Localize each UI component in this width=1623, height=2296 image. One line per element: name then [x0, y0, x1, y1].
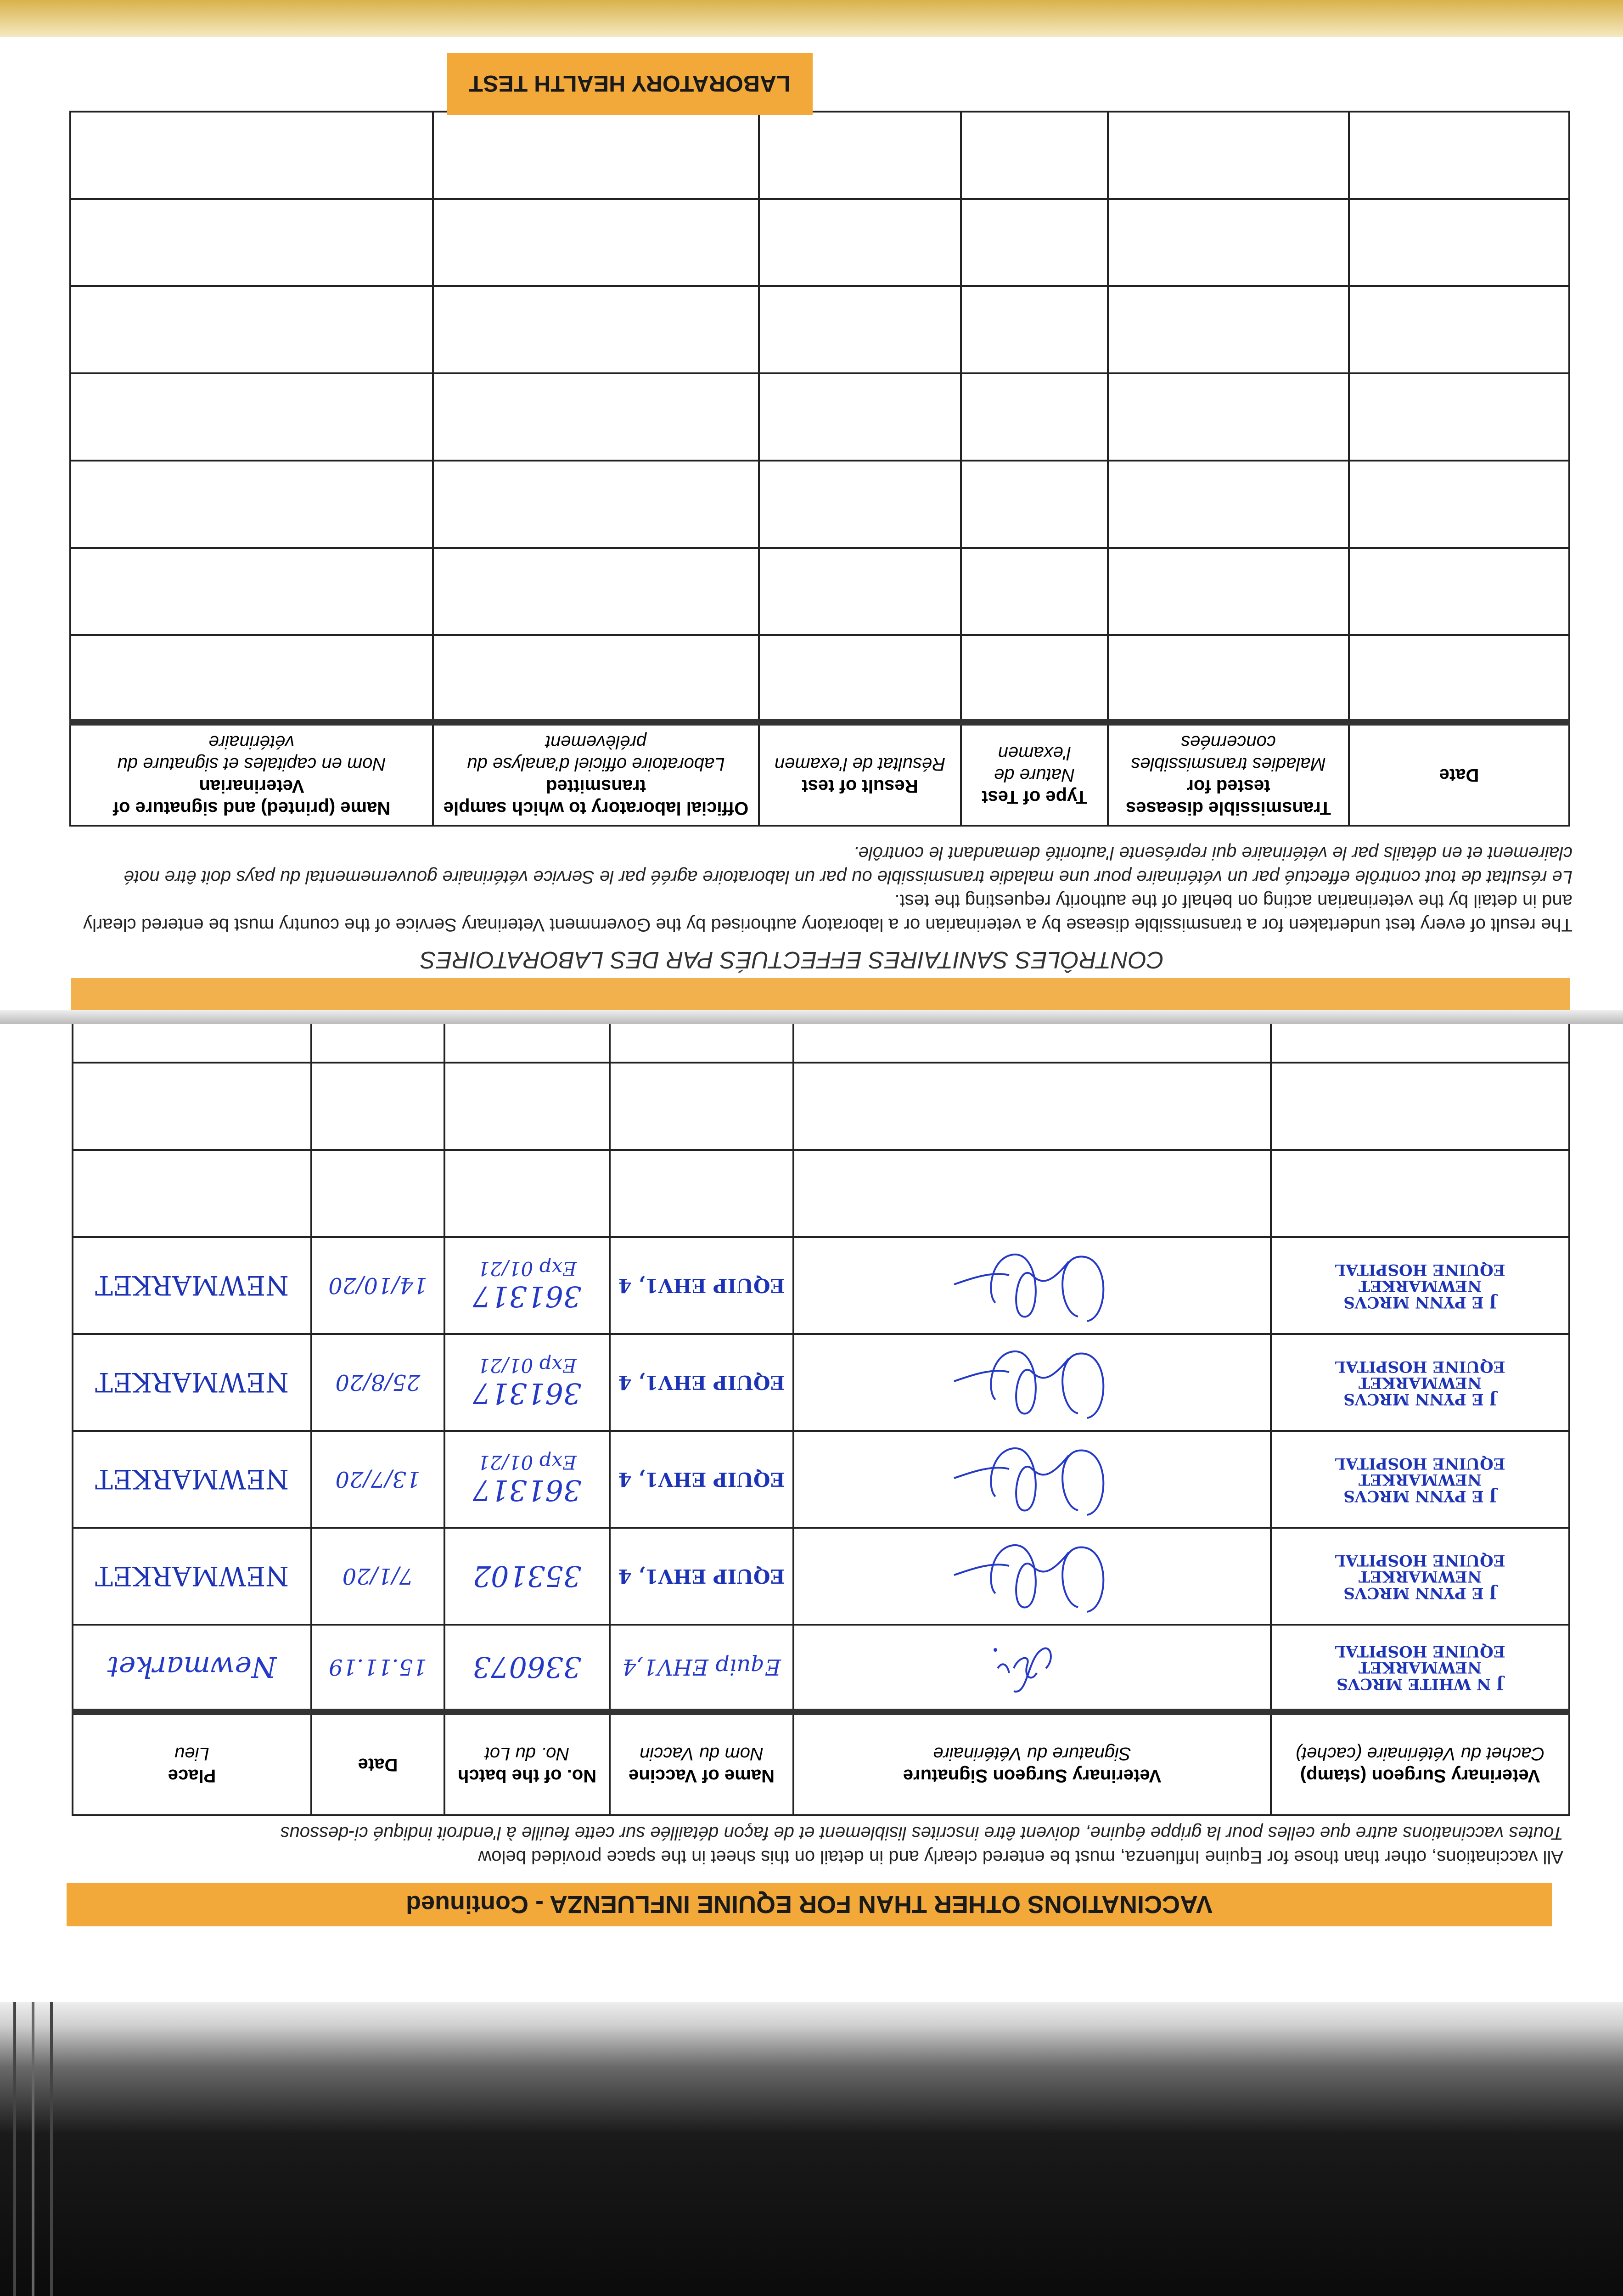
- empty-row: [70, 112, 1569, 199]
- column-label-en: Date: [1439, 765, 1479, 785]
- batch-expiry: Exp 01/21: [477, 1354, 577, 1377]
- stamp-line: NEWMARKET: [1358, 1470, 1482, 1489]
- empty-cell[interactable]: [1349, 548, 1569, 635]
- instructions-en: The result of every test undertaken for a transmissible disease by a veterinarian or a laboratory authorised by the Government Veterinary Service of the country must be entered clearly and in detail by the veterinarian acting on behalf of the authority requesting the test.: [83, 891, 1572, 935]
- vet-stamp: [1271, 1528, 1569, 1625]
- column-label-en: Date: [358, 1755, 398, 1775]
- empty-cell[interactable]: [1271, 1150, 1569, 1237]
- stamp-line: NEWMARKET: [1358, 1373, 1482, 1392]
- column-label-en: Name (printed) and signature of Veterinarian: [112, 776, 391, 818]
- empty-cell[interactable]: [1349, 461, 1569, 548]
- column-label-en: Result of test: [802, 776, 918, 796]
- vet-stamp: [1271, 1625, 1569, 1712]
- column-header: [444, 1712, 610, 1815]
- empty-cell[interactable]: [961, 373, 1108, 461]
- column-header: [73, 1712, 311, 1815]
- column-header: [433, 722, 759, 826]
- empty-row: [70, 461, 1569, 548]
- empty-cell[interactable]: [793, 1150, 1271, 1237]
- instructions-fr: Le résultat de tout contrôle effectué par un vétérinaire pour une maladie transmissible ou par un laboratoire agréé par le Service vétérinaire gouvernemental du pays doit être noté clairement et en détails par le vétérinaire qui représente l'autorité demandant le contrôle.: [124, 843, 1572, 887]
- signature-image: [936, 1435, 1129, 1443]
- booklet-edge: [0, 0, 1623, 37]
- vaccination-date: 15.11.19: [311, 1625, 444, 1712]
- vaccine-name: EQUIP EHV1, 4: [610, 1237, 793, 1334]
- vet-signature: [793, 1334, 1271, 1431]
- empty-row: [70, 635, 1569, 722]
- column-label-en: No. of the batch: [457, 1766, 597, 1786]
- empty-cell[interactable]: [1271, 1063, 1569, 1150]
- column-label-en: Type of Test: [982, 787, 1087, 807]
- empty-cell[interactable]: [1108, 112, 1349, 199]
- empty-row: [70, 199, 1569, 286]
- vaccine-name: EQUIP EHV1, 4: [610, 1528, 793, 1625]
- vaccination-place: Newmarket: [73, 1625, 311, 1712]
- empty-cell[interactable]: [759, 199, 961, 286]
- empty-cell[interactable]: [433, 461, 759, 548]
- stamp-line: EQUINE HOSPITAL: [1335, 1357, 1505, 1376]
- stamp-line: NEWMARKET: [1358, 1277, 1482, 1295]
- empty-cell[interactable]: [759, 635, 961, 722]
- empty-cell[interactable]: [610, 1063, 793, 1150]
- empty-cell[interactable]: [759, 112, 961, 199]
- column-label-fr: No. du Lot: [484, 1744, 570, 1764]
- empty-cell[interactable]: [1108, 548, 1349, 635]
- instructions-fr: Toutes vaccinations autre que celles pour la grippe équine, doivent être inscrites lisiblement et de façon détaillée sur cette feuille à l'endroit indiqué ci-dessous: [280, 1823, 1563, 1843]
- empty-cell[interactable]: [961, 112, 1108, 199]
- column-label-fr: Maladies transmissibles concernées: [1131, 732, 1326, 774]
- vaccination-row: [73, 1237, 1569, 1334]
- lab-instructions: [67, 841, 1572, 937]
- vet-signature: [793, 1528, 1271, 1625]
- vaccinations-page: [0, 1024, 1623, 2002]
- stamp-line: NEWMARKET: [1358, 1658, 1482, 1677]
- vaccination-date: 14/10/20: [311, 1237, 444, 1334]
- vaccine-name: EQUIP EHV1, 4: [610, 1431, 793, 1528]
- empty-cell[interactable]: [70, 635, 433, 722]
- column-header: [961, 722, 1108, 826]
- signature-image: [936, 1338, 1129, 1346]
- column-label-fr: Nature de l'examen: [994, 743, 1075, 785]
- empty-row: [73, 1063, 1569, 1150]
- batch-number: [444, 1625, 610, 1712]
- empty-cell[interactable]: [311, 1063, 444, 1150]
- batch-number: [444, 1334, 610, 1431]
- empty-cell[interactable]: [1349, 199, 1569, 286]
- table-header-row: [70, 722, 1569, 826]
- empty-cell[interactable]: [961, 548, 1108, 635]
- stamp-line: EQUINE HOSPITAL: [1335, 1642, 1505, 1660]
- column-label-fr: Signature du Vétérinaire: [933, 1744, 1131, 1764]
- column-header: [70, 722, 433, 826]
- empty-cell[interactable]: [961, 461, 1108, 548]
- empty-cell[interactable]: [1349, 286, 1569, 373]
- empty-cell[interactable]: [70, 461, 433, 548]
- batch-value: 361317: [472, 1280, 582, 1314]
- empty-cell[interactable]: [433, 112, 759, 199]
- empty-cell[interactable]: [70, 373, 433, 461]
- stamp-line: J E PYNN MRCVS: [1343, 1293, 1497, 1312]
- column-header: [610, 1712, 793, 1815]
- instructions-en: All vaccinations, other than those for Equine Influenza, must be entered clearly and in detail on this sheet in the space provided below: [478, 1847, 1563, 1867]
- lab-banner-strip: [71, 978, 1570, 1010]
- vaccination-place: NEWMARKET: [73, 1431, 311, 1528]
- empty-cell[interactable]: [70, 548, 433, 635]
- stamp-line: J E PYNN MRCVS: [1343, 1584, 1497, 1603]
- empty-cell[interactable]: [793, 1063, 1271, 1150]
- lab-tests-page: [0, 37, 1623, 1010]
- vaccine-name: Equip EHV1,4: [610, 1625, 793, 1712]
- empty-cell[interactable]: [759, 461, 961, 548]
- column-label-en: Veterinary Surgeon Signature: [903, 1766, 1162, 1786]
- column-header: [1349, 722, 1569, 826]
- batch-number: [444, 1237, 610, 1334]
- stamp-line: J E PYNN MRCVS: [1343, 1487, 1497, 1506]
- column-header: [759, 722, 961, 826]
- vaccination-date: 13/7/20: [311, 1431, 444, 1528]
- empty-row: [73, 1150, 1569, 1237]
- empty-cell[interactable]: [1108, 199, 1349, 286]
- vaccination-place: NEWMARKET: [73, 1528, 311, 1625]
- batch-number: [444, 1528, 610, 1625]
- batch-number: [444, 1431, 610, 1528]
- lab-subtitle: CONTRÔLES SANITAIRES EFFECTUÉS PAR DES LABORATOIRES: [420, 946, 1164, 973]
- vaccination-date: 7/1/20: [311, 1528, 444, 1625]
- empty-cell[interactable]: [961, 199, 1108, 286]
- empty-cell[interactable]: [70, 286, 433, 373]
- empty-cell[interactable]: [444, 1150, 610, 1237]
- stamp-line: EQUINE HOSPITAL: [1335, 1551, 1505, 1570]
- empty-cell[interactable]: [759, 373, 961, 461]
- empty-cell[interactable]: [70, 199, 433, 286]
- vet-stamp: [1271, 1431, 1569, 1528]
- stamp-line: EQUINE HOSPITAL: [1335, 1454, 1505, 1473]
- empty-cell[interactable]: [1108, 461, 1349, 548]
- column-label-fr: Cachet du Vétérinaire (cachet): [1295, 1744, 1545, 1764]
- empty-cell[interactable]: [70, 112, 433, 199]
- empty-cell[interactable]: [1349, 635, 1569, 722]
- empty-cell[interactable]: [73, 1150, 311, 1237]
- column-label-en: Transmissible diseases tested for: [1126, 776, 1331, 818]
- empty-cell[interactable]: [961, 286, 1108, 373]
- page-gutter: [0, 1010, 1623, 1024]
- batch-value: 361317: [472, 1474, 582, 1508]
- signature-image: [936, 1241, 1129, 1249]
- vet-stamp: [1271, 1334, 1569, 1431]
- vaccination-place: NEWMARKET: [73, 1334, 311, 1431]
- batch-value: 336073: [472, 1650, 582, 1684]
- empty-cell[interactable]: [610, 1150, 793, 1237]
- empty-cell[interactable]: [311, 1150, 444, 1237]
- empty-cell[interactable]: [433, 635, 759, 722]
- column-header: [793, 1712, 1271, 1815]
- vaccination-place: NEWMARKET: [73, 1237, 311, 1334]
- lab-title-tab: LABORATORY HEALTH TEST: [447, 53, 813, 115]
- column-label-en: Place: [168, 1766, 216, 1786]
- signature-image: [982, 1634, 1083, 1642]
- empty-cell[interactable]: [1108, 635, 1349, 722]
- empty-row: [70, 373, 1569, 461]
- stamp-line: NEWMARKET: [1358, 1567, 1482, 1586]
- column-label-fr: Nom du Vaccin: [640, 1744, 764, 1764]
- empty-cell[interactable]: [759, 548, 961, 635]
- stamp-line: EQUINE HOSPITAL: [1335, 1260, 1505, 1279]
- vet-signature: [793, 1431, 1271, 1528]
- empty-cell[interactable]: [433, 199, 759, 286]
- empty-cell[interactable]: [1108, 373, 1349, 461]
- vaccination-row: [73, 1334, 1569, 1431]
- vaccination-row: [73, 1528, 1569, 1625]
- empty-row: [70, 548, 1569, 635]
- column-label-en: Official laboratory to which sample transmitted: [443, 776, 749, 818]
- scanner-background: [0, 2002, 1623, 2296]
- column-label-fr: Lieu: [174, 1744, 209, 1764]
- empty-cell[interactable]: [433, 286, 759, 373]
- table-header-row: [73, 1712, 1569, 1815]
- stamp-line: J E PYNN MRCVS: [1343, 1390, 1497, 1409]
- vet-signature: [793, 1237, 1271, 1334]
- empty-cell[interactable]: [759, 286, 961, 373]
- column-label-en: Name of Vaccine: [629, 1766, 775, 1786]
- empty-cell[interactable]: [1108, 286, 1349, 373]
- stamp-line: J N WHITE MRCVS: [1337, 1675, 1504, 1694]
- batch-value: 361317: [472, 1377, 582, 1411]
- empty-cell[interactable]: [433, 373, 759, 461]
- empty-cell[interactable]: [961, 635, 1108, 722]
- vet-stamp: [1271, 1237, 1569, 1334]
- vaccination-date: 25/8/20: [311, 1334, 444, 1431]
- empty-cell[interactable]: [73, 1063, 311, 1150]
- lab-tests-table: [69, 111, 1570, 827]
- empty-row: [70, 286, 1569, 373]
- empty-cell[interactable]: [444, 1063, 610, 1150]
- vaccinations-table: [72, 974, 1570, 1816]
- batch-value: 353102: [472, 1559, 582, 1593]
- vaccination-row: [73, 1431, 1569, 1528]
- column-header: [1271, 1712, 1569, 1815]
- column-label-fr: Nom en capitales et signature du vétérinaire: [117, 732, 386, 774]
- vaccinations-instructions: [62, 1821, 1563, 1869]
- empty-cell[interactable]: [1349, 112, 1569, 199]
- column-label-en: Veterinary Surgeon (stamp): [1300, 1766, 1540, 1786]
- signature-image: [936, 1532, 1129, 1540]
- column-header: [1108, 722, 1349, 826]
- column-header: [311, 1712, 444, 1815]
- batch-expiry: Exp 01/21: [477, 1257, 577, 1280]
- column-label-fr: Résultat de l'examen: [774, 754, 946, 774]
- batch-expiry: Exp 01/21: [477, 1451, 577, 1474]
- column-label-fr: Laboratoire officiel d'analyse du prélèvement: [467, 732, 725, 774]
- vet-signature: [793, 1625, 1271, 1712]
- vaccinations-banner: VACCINATIONS OTHER THAN FOR EQUINE INFLUENZA - Continued: [67, 1883, 1552, 1926]
- empty-cell[interactable]: [433, 548, 759, 635]
- empty-cell[interactable]: [1349, 373, 1569, 461]
- vaccine-name: EQUIP EHV1, 4: [610, 1334, 793, 1431]
- vaccination-row: [73, 1625, 1569, 1712]
